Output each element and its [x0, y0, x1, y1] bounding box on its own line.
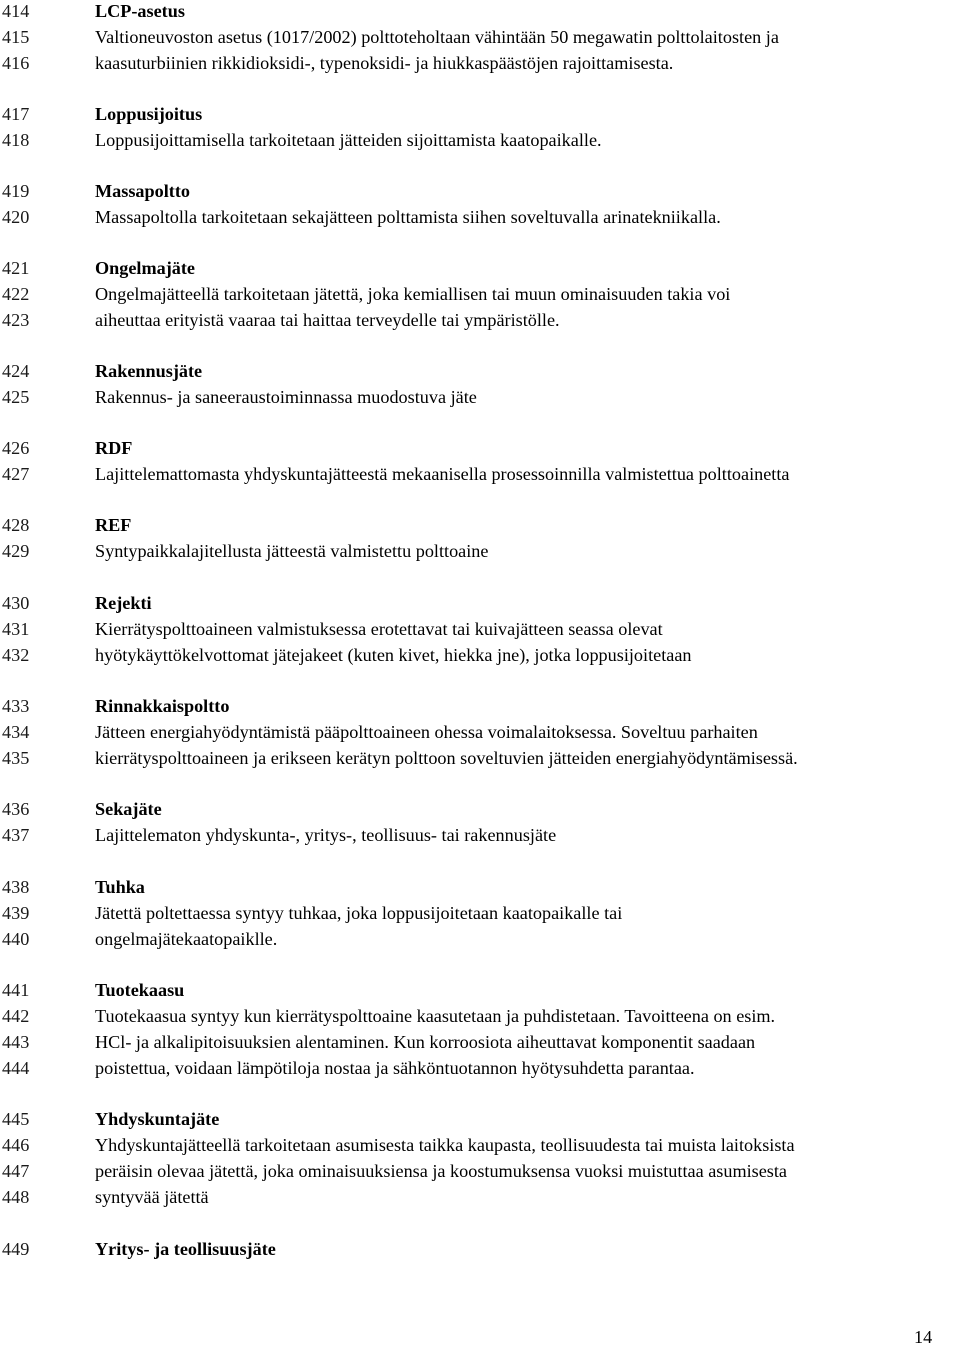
line-number: 423 [2, 310, 30, 330]
line-number: 449 [2, 1239, 30, 1259]
definition-line [0, 52, 960, 78]
term-heading-line [0, 437, 960, 463]
definition-text: syntyvää jätettä [95, 1187, 209, 1207]
definition-line [0, 206, 960, 232]
line-number: 419 [2, 181, 30, 201]
line-number: 429 [2, 541, 30, 561]
term-heading-line [0, 695, 960, 721]
definition-text: Jätettä poltettaessa syntyy tuhkaa, joka loppusijoitetaan kaatopaikalle tai [95, 903, 623, 923]
definition-text: Massapoltolla tarkoitetaan sekajätteen polttamista siihen soveltuvalla arinatekniikalla. [95, 207, 721, 227]
definition-line [0, 644, 960, 670]
term-heading: Loppusijoitus [95, 104, 203, 124]
definition-text: kaasuturbiinien rikkidioksidi-, typenoksidi- ja hiukkaspäästöjen rajoittamisesta. [95, 53, 674, 73]
page-number: 14 [914, 1327, 933, 1347]
term-heading-line [0, 257, 960, 283]
term-heading: Tuotekaasu [95, 980, 185, 1000]
definition-text: hyötykäyttökelvottomat jätejakeet (kuten kivet, hiekka jne), jotka loppusijoitetaan [95, 645, 692, 665]
term-heading: Rakennusjäte [95, 361, 203, 381]
definition-text: Yhdyskuntajätteellä tarkoitetaan asumisesta taikka kaupasta, teollisuudesta tai muista laitoksista [95, 1135, 795, 1155]
definition-line [0, 1031, 960, 1057]
term-heading-line [0, 979, 960, 1005]
line-number: 426 [2, 438, 30, 458]
term-heading: Rejekti [95, 593, 152, 613]
line-number: 432 [2, 645, 30, 665]
term-heading-line [0, 876, 960, 902]
line-number: 428 [2, 515, 30, 535]
line-number: 417 [2, 104, 30, 124]
definition-text: Rakennus- ja saneeraustoiminnassa muodostuva jäte [95, 387, 477, 407]
definition-text: ongelmajätekaatopaiklle. [95, 929, 278, 949]
line-number: 444 [2, 1058, 30, 1078]
term-heading: Yritys- ja teollisuusjäte [95, 1239, 276, 1259]
line-number: 431 [2, 619, 30, 639]
definition-text: Lajittelematon yhdyskunta-, yritys-, teollisuus- tai rakennusjäte [95, 825, 557, 845]
definition-text: kierrätyspolttoaineen ja erikseen kerätyn polttoon soveltuvien jätteiden energiahyödyntämisessä. [95, 748, 798, 768]
line-number: 441 [2, 980, 30, 1000]
definition-text: peräisin olevaa jätettä, joka ominaisuuksiensa ja koostumuksensa vuoksi muistuttaa asumisesta [95, 1161, 787, 1181]
term-heading-line [0, 180, 960, 206]
definition-line [0, 129, 960, 155]
definition-line [0, 309, 960, 335]
line-number: 438 [2, 877, 30, 897]
term-heading: Massapoltto [95, 181, 190, 201]
definition-line [0, 1005, 960, 1031]
term-heading: Rinnakkaispoltto [95, 696, 230, 716]
line-number: 436 [2, 799, 30, 819]
definition-line [0, 1057, 960, 1083]
line-number: 427 [2, 464, 30, 484]
line-number: 442 [2, 1006, 30, 1026]
definition-text: Lajittelemattomasta yhdyskuntajätteestä mekaanisella prosessoinnilla valmistettua polttoainetta [95, 464, 790, 484]
term-heading-line [0, 1108, 960, 1134]
definition-line [0, 540, 960, 566]
definition-text: Jätteen energiahyödyntämistä pääpolttoaineen ohessa voimalaitoksessa. Soveltuu parhaiten [95, 722, 758, 742]
definition-line [0, 618, 960, 644]
definition-text: aiheuttaa erityistä vaaraa tai haittaa terveydelle tai ympäristölle. [95, 310, 560, 330]
definition-line [0, 1160, 960, 1186]
line-number: 439 [2, 903, 30, 923]
line-number: 435 [2, 748, 30, 768]
line-number: 421 [2, 258, 30, 278]
line-number: 437 [2, 825, 30, 845]
definition-text: poistettua, voidaan lämpötiloja nostaa ja sähköntuotannon hyötysuhdetta parantaa. [95, 1058, 695, 1078]
term-heading: REF [95, 515, 132, 535]
line-number: 434 [2, 722, 30, 742]
term-heading-line [0, 0, 960, 26]
term-heading-line [0, 592, 960, 618]
term-heading: Tuhka [95, 877, 145, 897]
line-number: 443 [2, 1032, 30, 1052]
definition-line [0, 1134, 960, 1160]
line-number: 414 [2, 1, 30, 21]
definition-line [0, 463, 960, 489]
definition-text: Kierrätyspolttoaineen valmistuksessa erotettavat tai kuivajätteen seassa olevat [95, 619, 663, 639]
term-heading: LCP-asetus [95, 1, 185, 21]
line-number: 415 [2, 27, 30, 47]
definition-line [0, 928, 960, 954]
term-heading: Sekajäte [95, 799, 162, 819]
line-number: 418 [2, 130, 30, 150]
line-number: 416 [2, 53, 30, 73]
term-heading-line [0, 514, 960, 540]
line-number: 425 [2, 387, 30, 407]
definition-line [0, 386, 960, 412]
line-number: 433 [2, 696, 30, 716]
line-number: 446 [2, 1135, 30, 1155]
definition-line [0, 902, 960, 928]
term-heading-line [0, 798, 960, 824]
line-number: 447 [2, 1161, 30, 1181]
line-number: 440 [2, 929, 30, 949]
term-heading-line [0, 103, 960, 129]
line-number: 445 [2, 1109, 30, 1129]
definition-text: Tuotekaasua syntyy kun kierrätyspolttoaine kaasutetaan ja puhdistetaan. Tavoitteena on esim. [95, 1006, 776, 1026]
term-heading: Ongelmajäte [95, 258, 196, 278]
definition-line [0, 283, 960, 309]
line-number: 422 [2, 284, 30, 304]
definition-text: Ongelmajätteellä tarkoitetaan jätettä, joka kemiallisen tai muun ominaisuuden takia voi [95, 284, 731, 304]
definition-line [0, 721, 960, 747]
line-number: 420 [2, 207, 30, 227]
term-heading-line [0, 1238, 960, 1264]
line-number: 424 [2, 361, 30, 381]
definition-line [0, 824, 960, 850]
term-heading: Yhdyskuntajäte [95, 1109, 220, 1129]
term-heading-line [0, 360, 960, 386]
definition-text: HCl- ja alkalipitoisuuksien alentaminen. Kun korroosiota aiheuttavat komponentit saadaan [95, 1032, 756, 1052]
definition-text: Loppusijoittamisella tarkoitetaan jätteiden sijoittamista kaatopaikalle. [95, 130, 602, 150]
line-number: 448 [2, 1187, 30, 1207]
line-number: 430 [2, 593, 30, 613]
definition-text: Syntypaikkalajitellusta jätteestä valmistettu polttoaine [95, 541, 489, 561]
term-heading: RDF [95, 438, 133, 458]
definition-line [0, 747, 960, 773]
definition-line [0, 1186, 960, 1212]
definition-text: Valtioneuvoston asetus (1017/2002) polttoteholtaan vähintään 50 megawatin polttolaitosten ja [95, 27, 779, 47]
definition-line [0, 26, 960, 52]
